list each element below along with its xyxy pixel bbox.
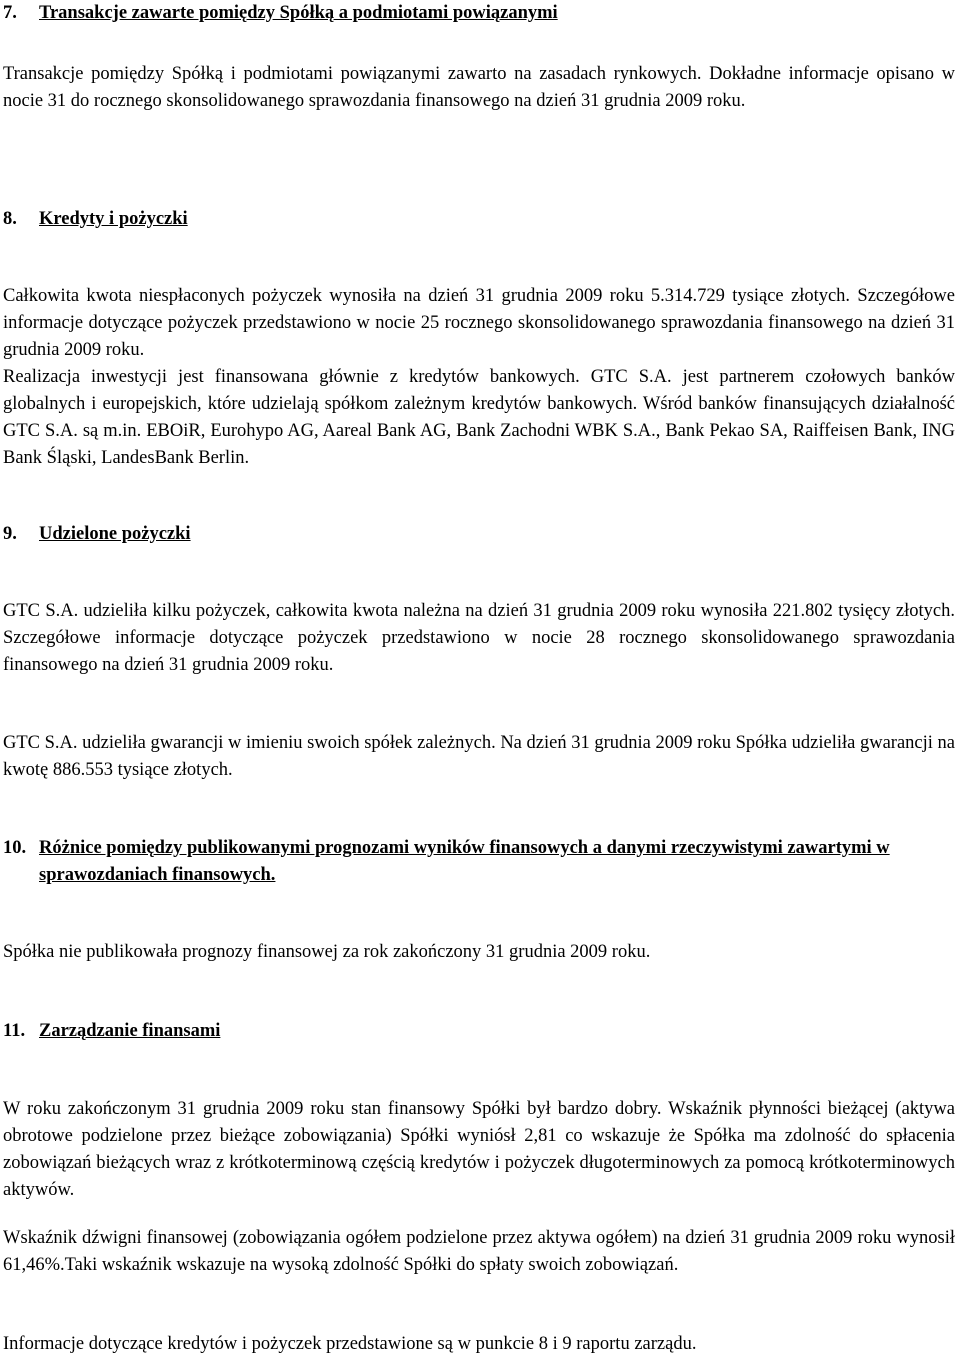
section-title: Kredyty i pożyczki (39, 209, 188, 229)
section-8-paragraph-2: Realizacja inwestycji jest finansowana głównie z kredytów bankowych. GTC S.A. jest partnerem czołowych banków globalnych i europejskich, które udzielają spółkom zależnym kredytów bankowych. Wśród banków finansujących działalność GTC S.A. są m.in. EBOiR, Eurohypo AG, Aareal Bank AG, Bank Zachodni WBK S.A., Bank Pekao SA, Raiffeisen Bank, ING Bank Śląski, LandesBank Berlin. (3, 367, 955, 468)
section-title: Udzielone pożyczki (39, 524, 191, 544)
section-title: Zarządzanie finansami (39, 1021, 221, 1041)
section-10-heading (3, 835, 955, 889)
section-11-paragraph-1: W roku zakończonym 31 grudnia 2009 roku stan finansowy Spółki był bardzo dobry. Wskaźnik płynności bieżącej (aktywa obrotowe podzielone przez bieżące zobowiązania) Spółki wyniósł 2,81 co wskazuje że Spółka ma zdolność do spłacenia zobowiązań bieżących wraz z krótkoterminową częścią kredytów i pożyczek długoterminowych za pomocą krótkoterminowych aktywów. (3, 1099, 955, 1200)
section-9-paragraph-2: GTC S.A. udzieliła gwarancji w imieniu swoich spółek zależnych. Na dzień 31 grudnia 2009 roku Spółka udzieliła gwarancji na kwotę 886.553 tysiące złotych. (3, 733, 955, 780)
section-number: 7. (3, 3, 17, 23)
section-title: Transakcje zawarte pomiędzy Spółką a podmiotami powiązanymi (39, 3, 558, 23)
section-11-paragraph-2: Wskaźnik dźwigni finansowej (zobowiązania ogółem podzielone przez aktywa ogółem) na dzień 31 grudnia 2009 roku wynosił 61,46%.Taki wskaźnik wskazuje na wysoką zdolność Spółki do spłaty swoich zobowiązań. (3, 1228, 955, 1275)
section-8-heading (3, 206, 955, 233)
section-7-paragraph-1: Transakcje pomiędzy Spółką i podmiotami powiązanymi zawarto na zasadach rynkowych. Dokładne informacje opisano w nocie 31 do rocznego skonsolidowanego sprawozdania finansowego na dzień 31 grudnia 2009 roku. (3, 64, 955, 111)
section-title: Różnice pomiędzy publikowanymi prognozami wyników finansowych a danymi rzeczywistymi zawartymi w sprawozdaniach finansowych. (39, 838, 890, 885)
section-number: 9. (3, 524, 17, 544)
section-number: 10. (3, 838, 27, 858)
section-9-heading (3, 521, 955, 548)
section-9-paragraph-1: GTC S.A. udzieliła kilku pożyczek, całkowita kwota należna na dzień 31 grudnia 2009 roku wynosiła 221.802 tysięcy złotych. Szczegółowe informacje dotyczące pożyczek przedstawiono w nocie 28 rocznego skonsolidowanego sprawozdania finansowego na dzień 31 grudnia 2009 roku. (3, 601, 955, 675)
section-10-paragraph-1: Spółka nie publikowała prognozy finansowej za rok zakończony 31 grudnia 2009 roku. (3, 942, 651, 962)
section-11-heading (3, 1018, 955, 1045)
section-7-heading (3, 0, 955, 27)
section-11-paragraph-3: Informacje dotyczące kredytów i pożyczek przedstawione są w punkcie 8 i 9 raportu zarządu. (3, 1334, 697, 1354)
section-number: 8. (3, 209, 17, 229)
section-number: 11. (3, 1021, 26, 1041)
section-8-paragraph-1: Całkowita kwota niespłaconych pożyczek wynosiła na dzień 31 grudnia 2009 roku 5.314.729 tysiące złotych. Szczegółowe informacje dotyczące pożyczek przedstawiono w nocie 25 rocznego skonsolidowanego sprawozdania finansowego na dzień 31 grudnia 2009 roku. (3, 286, 955, 360)
